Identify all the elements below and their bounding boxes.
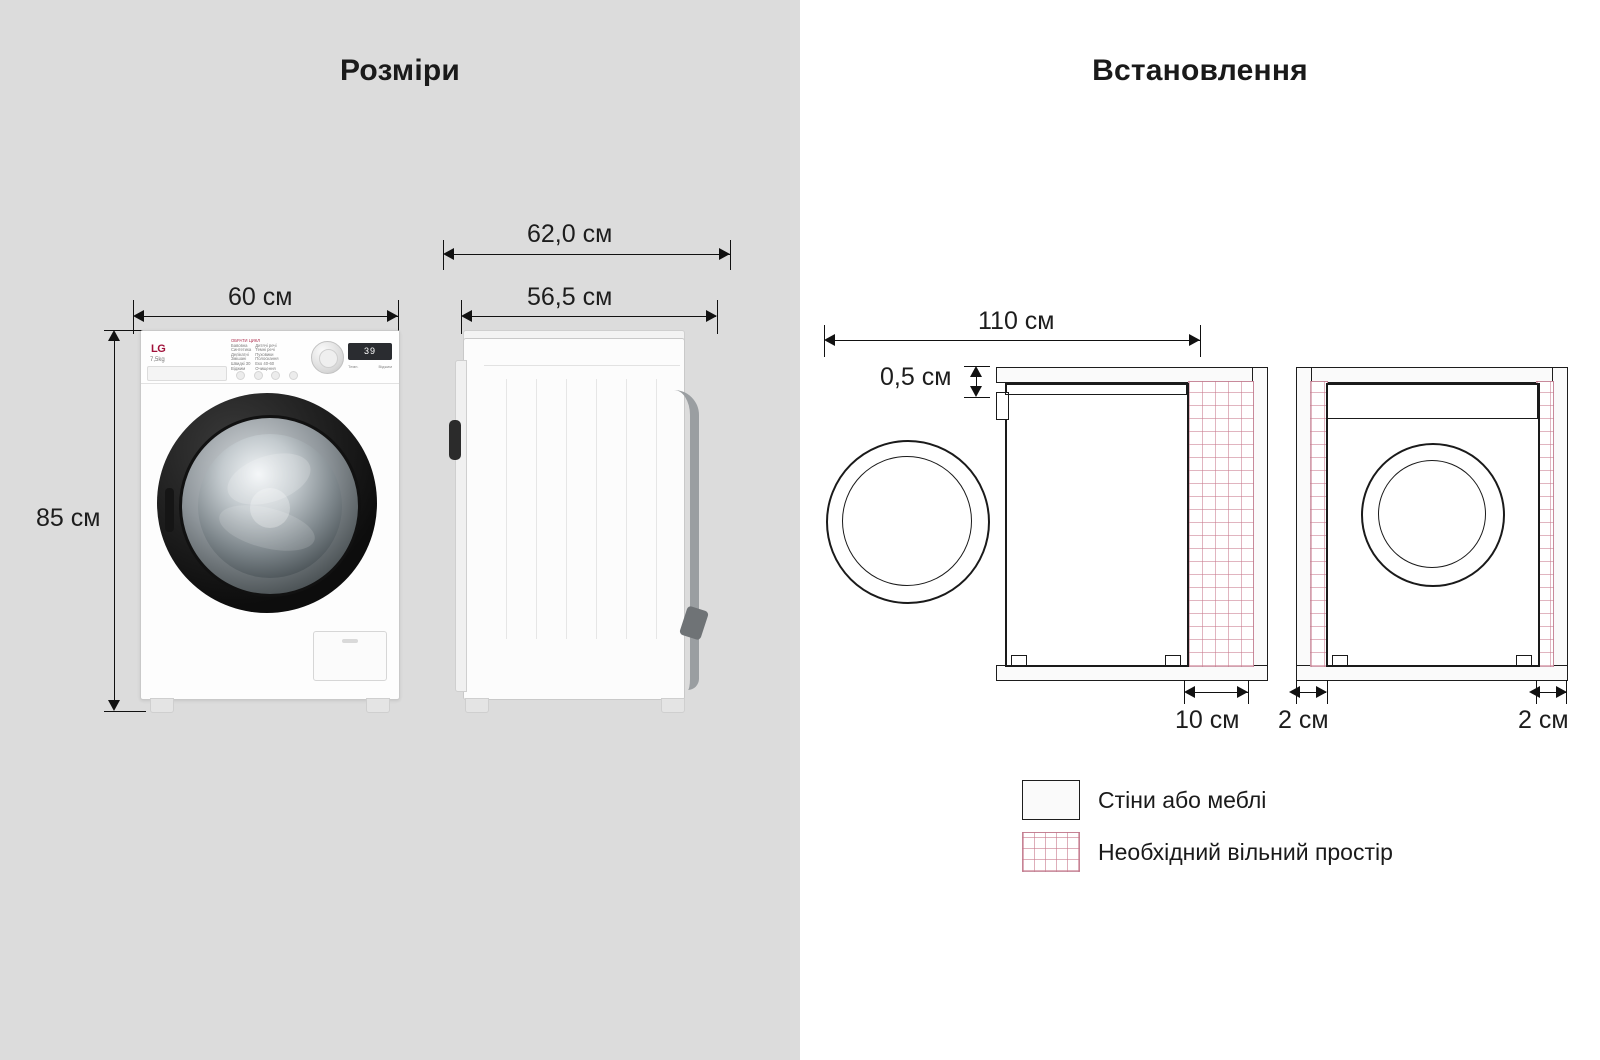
clearance-2cm-left-arrow-left <box>1289 686 1300 698</box>
machine-top-edge <box>1005 383 1187 395</box>
program-item: Полоскання <box>255 356 279 362</box>
height-arrow-down <box>108 700 120 711</box>
program-item: Синтетика <box>231 347 252 353</box>
height-arrow-up <box>108 330 120 341</box>
depth-total-tick-right <box>730 240 731 270</box>
depth-body-tick-right <box>717 300 718 334</box>
door-ring <box>179 415 361 597</box>
program-item: Віджим <box>231 365 246 371</box>
machine-front-control-panel <box>1326 383 1538 419</box>
program-item: Темні речі <box>255 347 275 353</box>
leveling-foot <box>150 698 174 713</box>
wall-right-front <box>1552 367 1568 681</box>
washer-body <box>140 330 400 700</box>
page-title-installation: Встановлення <box>1092 54 1308 87</box>
washer-front-edge <box>455 360 467 692</box>
legend-item-walls <box>1022 780 1266 820</box>
back-rib <box>656 379 657 639</box>
width-arrow-left <box>133 310 144 322</box>
clearance-2cm-right-tick-right <box>1566 680 1567 704</box>
leveling-foot <box>465 698 489 713</box>
program-item: Еко 40-60 <box>255 360 275 366</box>
width-label: 60 см <box>228 283 293 311</box>
machine-front-door-inner <box>1378 460 1486 568</box>
washing-machine-front-view <box>140 330 398 712</box>
program-list <box>231 339 301 371</box>
door-glass <box>198 434 342 578</box>
program-item: Делікатні <box>231 351 249 357</box>
width-tick-right <box>398 300 399 334</box>
leveling-foot <box>661 698 685 713</box>
total-width-tick-left <box>824 325 825 357</box>
knob-inner <box>319 349 338 368</box>
clearance-10cm-label: 10 см <box>1175 706 1240 734</box>
program-item: Змішані <box>231 356 247 362</box>
machine-foot <box>1332 655 1348 667</box>
depth-total-arrow-right <box>719 248 730 260</box>
depth-total-line <box>450 254 730 255</box>
machine-foot <box>1011 655 1027 667</box>
display-screen: 39 <box>348 343 392 360</box>
top-gap-tick-upper <box>964 366 990 367</box>
back-rib <box>596 379 597 639</box>
wall-bottom <box>996 665 1268 681</box>
top-gap-label: 0,5 см <box>880 363 952 391</box>
clearance-2cm-right-label: 2 см <box>1518 706 1569 734</box>
depth-total-label: 62,0 см <box>527 220 613 248</box>
legend-item-free-space <box>1022 832 1393 872</box>
capacity-label: 7,5kg <box>150 357 165 363</box>
machine-hinge <box>996 392 1009 420</box>
program-item: Очищення <box>255 365 276 371</box>
free-space-right <box>1188 381 1254 667</box>
depth-total-arrow-left <box>443 248 454 260</box>
wall-right <box>1252 367 1268 681</box>
washer-side-body <box>463 338 685 700</box>
detergent-drawer[interactable] <box>147 366 227 381</box>
depth-body-arrow-left <box>461 310 472 322</box>
program-selector-knob[interactable] <box>311 341 344 374</box>
total-width-tick-right <box>1200 325 1201 357</box>
option-button[interactable] <box>254 371 263 380</box>
depth-body-label: 56,5 см <box>527 283 613 311</box>
clearance-10cm-tick-right <box>1248 680 1249 704</box>
panel-installation <box>800 0 1600 1060</box>
washing-machine-side-view <box>455 330 707 712</box>
option-button[interactable] <box>271 371 280 380</box>
program-item: Бавовна <box>231 342 248 348</box>
button-label: Віджим <box>378 364 392 369</box>
clearance-2cm-left-tick-right <box>1327 680 1328 704</box>
height-label: 85 см <box>36 504 101 532</box>
option-buttons[interactable] <box>236 371 298 380</box>
drain-hose <box>674 390 699 690</box>
back-rib <box>536 379 537 639</box>
option-button[interactable] <box>236 371 245 380</box>
total-width-line <box>830 340 1200 341</box>
door-handle-side <box>449 420 461 460</box>
option-button[interactable] <box>289 371 298 380</box>
page-title-dimensions: Розміри <box>339 54 461 87</box>
back-rib <box>626 379 627 639</box>
clearance-2cm-right-tick-left <box>1536 680 1537 704</box>
filter-slot <box>342 639 358 643</box>
legend-swatch-walls <box>1022 780 1080 820</box>
wall-bottom-front <box>1296 665 1568 681</box>
total-width-arrow-right <box>1189 334 1200 346</box>
clearance-10cm-tick-left <box>1184 680 1185 704</box>
height-dimension-line <box>114 338 115 704</box>
wall-top-front <box>1296 367 1568 383</box>
top-gap-arrow-down <box>970 386 982 397</box>
clearance-2cm-left-arrow-right <box>1316 686 1327 698</box>
machine-top-view-body <box>1005 383 1189 667</box>
filter-access-door[interactable] <box>313 631 387 681</box>
legend-label-walls: Стіни або меблі <box>1098 786 1267 813</box>
depth-body-line <box>468 316 716 317</box>
program-item: Пуховики <box>255 351 274 357</box>
back-rib <box>566 379 567 639</box>
clearance-2cm-left-tick-left <box>1296 680 1297 704</box>
clearance-10cm-arrow-right <box>1237 686 1248 698</box>
button-label: Темп. <box>348 364 359 369</box>
program-item: Дитячі речі <box>255 342 277 348</box>
depth-body-arrow-right <box>706 310 717 322</box>
open-door-inner-outline <box>842 456 972 586</box>
legend-label-free-space: Необхідний вільний простір <box>1098 838 1393 865</box>
program-item: Швидкі 30 <box>231 360 251 366</box>
top-gap-arrow-up <box>970 366 982 377</box>
control-panel <box>141 331 399 384</box>
legend-swatch-free-space <box>1022 832 1080 872</box>
drum-center <box>250 488 290 528</box>
machine-foot <box>1165 655 1181 667</box>
depth-total-tick-left <box>443 240 444 270</box>
machine-foot <box>1516 655 1532 667</box>
clearance-2cm-left-label: 2 см <box>1278 706 1329 734</box>
door-handle[interactable] <box>165 488 174 532</box>
lg-logo: LG <box>151 343 166 355</box>
top-gap-tick-lower <box>964 397 990 398</box>
door-outer-ring <box>157 393 377 613</box>
depth-body-tick-left <box>461 300 462 334</box>
total-width-arrow-left <box>824 334 835 346</box>
clearance-2cm-right-arrow-left <box>1529 686 1540 698</box>
side-panel-seam <box>484 365 680 366</box>
leveling-foot <box>366 698 390 713</box>
program-list-title: ОБРАТИ ЦИКЛ <box>231 338 261 343</box>
display-button-labels <box>348 364 392 369</box>
width-arrow-right <box>387 310 398 322</box>
clearance-10cm-arrow-left <box>1184 686 1195 698</box>
back-rib <box>506 379 507 639</box>
width-dimension-line <box>140 316 398 317</box>
width-tick-left <box>133 300 134 334</box>
total-width-label: 110 см <box>978 307 1055 335</box>
